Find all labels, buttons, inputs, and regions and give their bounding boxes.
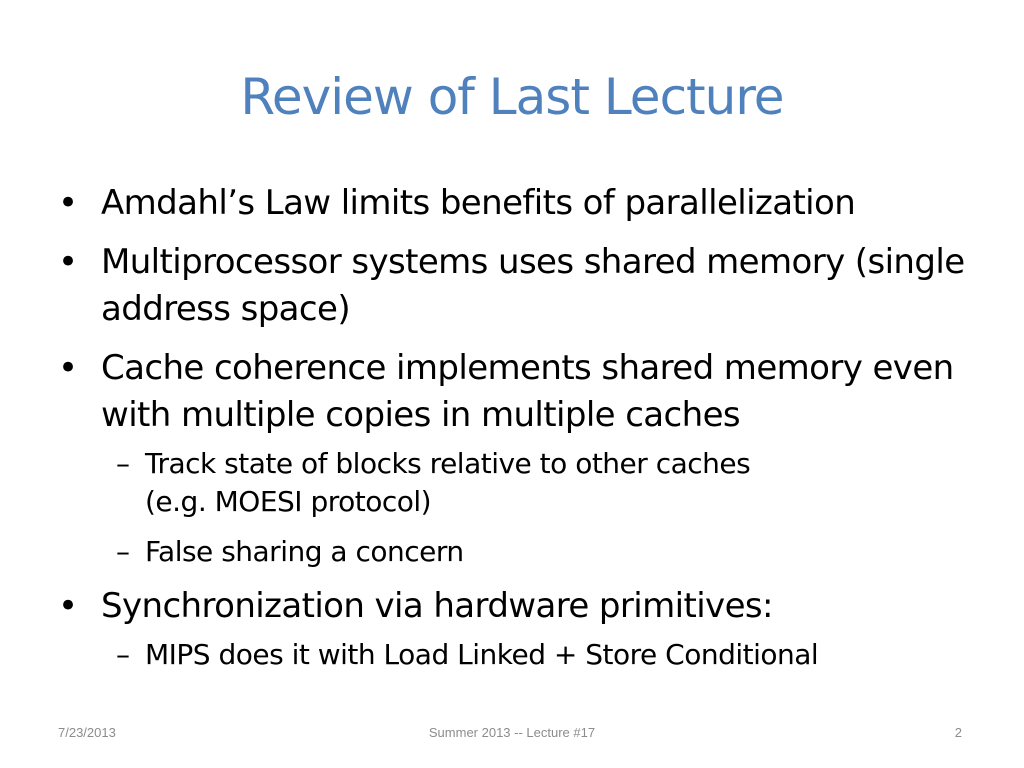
bullet-marker: •: [58, 586, 78, 626]
bullet-text: Cache coherence implements shared memory even with multiple copies in multiple caches: [101, 348, 954, 435]
sub-bullet-text-line-2: (e.g. MOESI protocol): [145, 485, 432, 518]
bullet-item: [56, 345, 976, 439]
sub-bullet-item: [116, 533, 976, 571]
footer-date: 7/23/2013: [58, 725, 116, 740]
page-number: 2: [954, 725, 962, 740]
bullet-marker: •: [58, 348, 78, 388]
bullet-item: [56, 239, 976, 333]
dash-marker: –: [116, 447, 130, 480]
sub-bullet-text: False sharing a concern: [145, 535, 464, 568]
bullet-item: [56, 180, 976, 227]
dash-marker: –: [116, 638, 130, 671]
bullet-text: Synchronization via hardware primitives:: [101, 586, 773, 626]
bullet-marker: •: [58, 183, 78, 223]
sub-bullet-item: [116, 445, 976, 521]
footer-lecture: Summer 2013 -- Lecture #17: [428, 725, 596, 740]
dash-marker: –: [116, 535, 130, 568]
sub-bullet-text: MIPS does it with Load Linked + Store Conditional: [145, 638, 819, 671]
sub-bullet-item: [116, 636, 976, 674]
slide-title: Review of Last Lecture: [240, 68, 784, 126]
bullet-marker: •: [58, 242, 78, 282]
bullet-item: [56, 583, 976, 630]
sub-bullet-text-line-1: Track state of blocks relative to other caches: [145, 447, 751, 480]
bullet-text: Multiprocessor systems uses shared memory (single address space): [101, 242, 965, 329]
bullet-text: Amdahl’s Law limits benefits of parallelization: [101, 183, 856, 223]
slide-content: [56, 180, 976, 686]
